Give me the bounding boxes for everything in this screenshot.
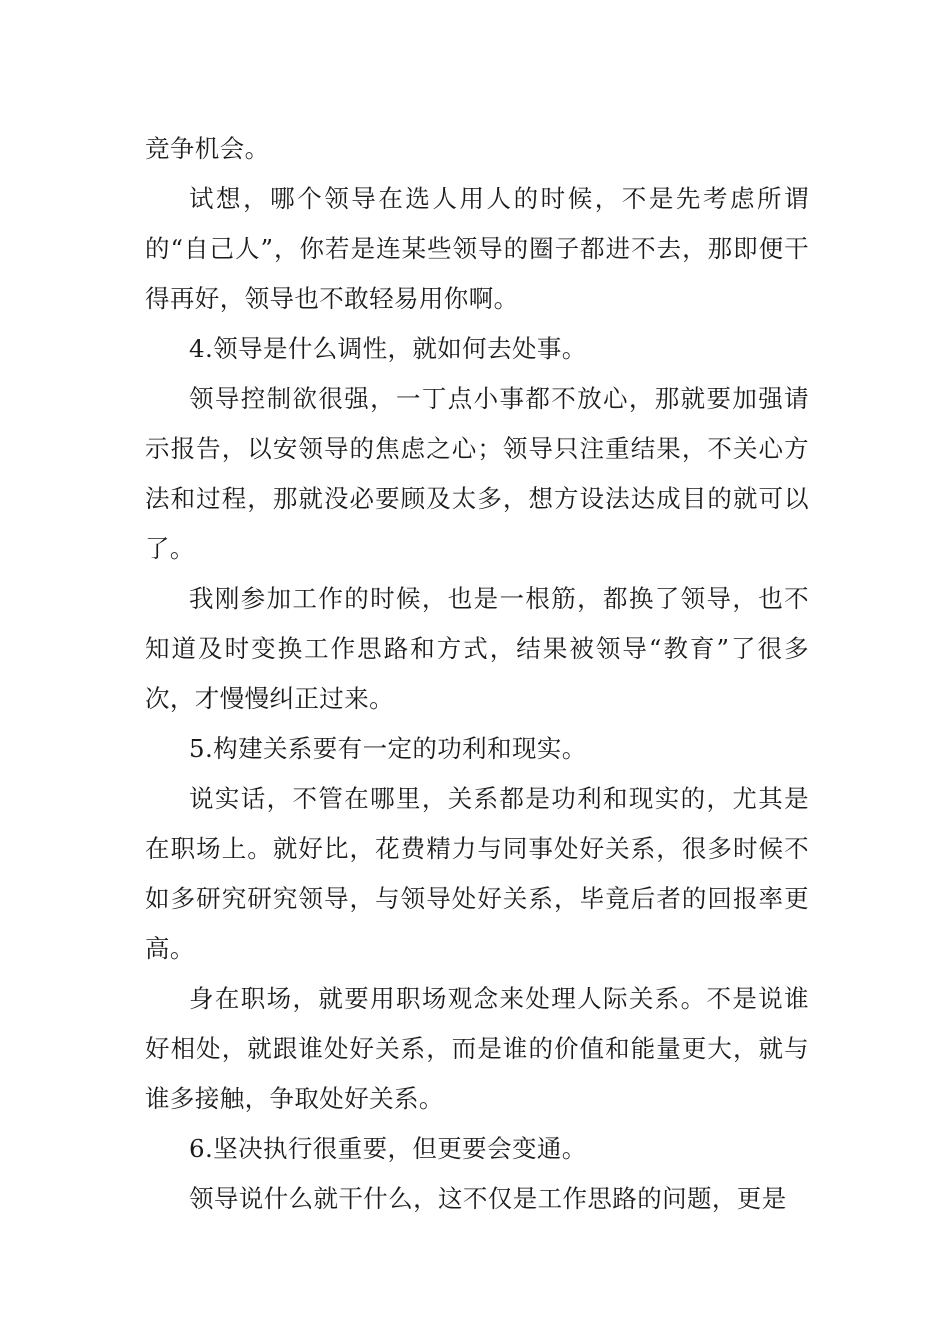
- section-heading-5: 5.构建关系要有一定的功利和现实。: [189, 734, 587, 763]
- paragraph-body: 领导说什么就干什么，这不仅是工作思路的问题，更是: [189, 1184, 787, 1213]
- paragraph-body: 说实话，不管在哪里，关系都是功利和现实的，尤其是在职场上。就好比，花费精力与同事处好关系，很多时候不如多研究研究领导，与领导处好关系，毕竟后者的回报率更高。: [145, 784, 809, 963]
- document-body: [145, 124, 809, 1224]
- section-heading-6: 6.坚决执行很重要，但更要会变通。: [189, 1134, 587, 1163]
- paragraph-body: 试想，哪个领导在选人用人的时候，不是先考虑所谓的“自己人”，你若是连某些领导的圈子都进不去，那即便干得再好，领导也不敢轻易用你啊。: [145, 184, 809, 313]
- paragraph-body: 我刚参加工作的时候，也是一根筋，都换了领导，也不知道及时变换工作思路和方式，结果被领导“教育”了很多次，才慢慢纠正过来。: [145, 584, 809, 713]
- paragraph-continuation: 竞争机会。: [145, 134, 270, 163]
- paragraph-body: 身在职场，就要用职场观念来处理人际关系。不是说谁好相处，就跟谁处好关系，而是谁的价值和能量更大，就与谁多接触，争取处好关系。: [145, 984, 809, 1113]
- section-heading-4: 4.领导是什么调性，就如何去处事。: [189, 334, 587, 363]
- paragraph-body: 领导控制欲很强，一丁点小事都不放心，那就要加强请示报告，以安领导的焦虑之心；领导只注重结果，不关心方法和过程，那就没必要顾及太多，想方设法达成目的就可以了。: [145, 384, 809, 563]
